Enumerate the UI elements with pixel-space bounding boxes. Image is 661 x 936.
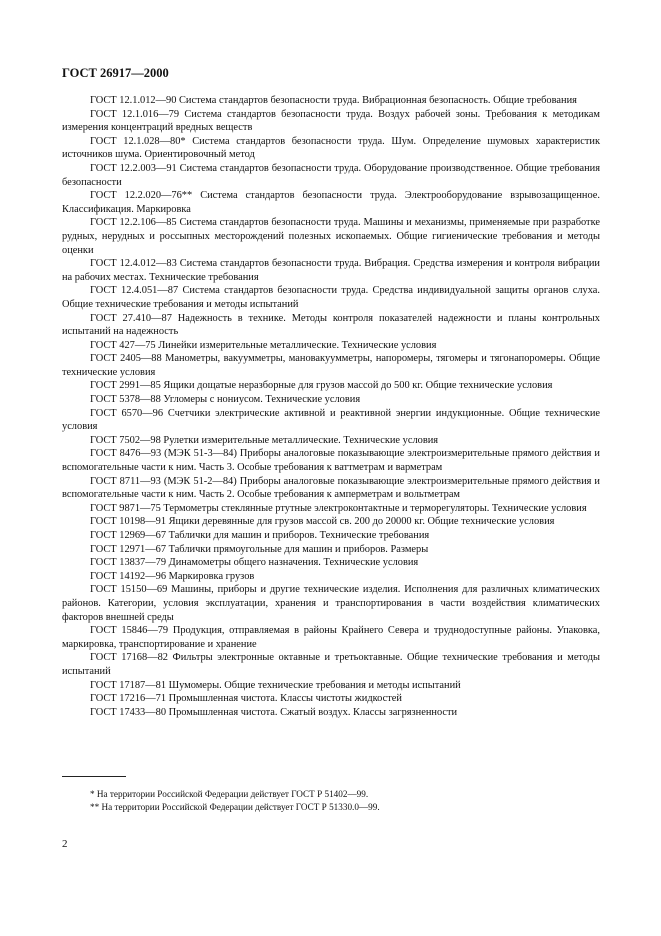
reference-item: ГОСТ 12.1.012—90 Система стандартов безопасности труда. Вибрационная безопасность. Общие требования: [90, 95, 577, 106]
reference-item: ГОСТ 12.2.106—85 Система стандартов безопасности труда. Машины и механизмы, применяемые при разработке рудных, нерудных и россыпных месторождений полезных ископаемых. Общие гигиенические требования и методы оценки: [62, 217, 600, 256]
reference-item: ГОСТ 17168—82 Фильтры электронные октавные и третьоктавные. Общие технические требования и методы испытаний: [62, 652, 600, 677]
reference-item: ГОСТ 17187—81 Шумомеры. Общие технические требования и методы испытаний: [90, 679, 461, 691]
reference-item: ГОСТ 2991—85 Ящики дощатые неразборные для грузов массой до 500 кг. Общие технические условия: [90, 380, 553, 392]
reference-item: ГОСТ 12.2.020—76** Система стандартов безопасности труда. Электрооборудование взрывозащищенное. Классификация. Маркировка: [62, 190, 600, 215]
reference-item: ГОСТ 9871—75 Термометры стеклянные ртутные электроконтактные и терморегуляторы. Технические условия: [90, 502, 587, 514]
reference-item: ГОСТ 6570—96 Счетчики электрические активной и реактивной энергии индукционные. Общие технические условия: [62, 407, 600, 433]
reference-item: ГОСТ 17216—71 Промышленная чистота. Классы чистоты жидкостей: [90, 693, 402, 705]
reference-item: ГОСТ 12.1.016—79 Система стандартов безопасности труда. Воздух рабочей зоны. Требования к методикам измерения концентраций вредных веществ: [62, 108, 600, 134]
page-number: 2: [62, 838, 68, 850]
document-header: ГОСТ 26917—2000: [62, 66, 169, 80]
reference-item: ГОСТ 2405—88 Манометры, вакуумметры, мановакуумметры, напоромеры, тягомеры и тягонапоромеры. Общие технические условия: [62, 353, 600, 378]
reference-item: ГОСТ 7502—98 Рулетки измерительные металлические. Технические условия: [90, 434, 439, 446]
reference-item: ГОСТ 8476—93 (МЭК 51-3—84) Приборы аналоговые показывающие электроизмерительные прямого действия и вспомогательные части к ним. Часть 3. Особые требования к ваттметрам и варметрам: [62, 448, 600, 474]
reference-list: [62, 94, 600, 719]
reference-item: ГОСТ 12.1.028—80* Система стандартов безопасности труда. Шум. Определение шумовых характеристик источников шума. Ориентировочный метод: [62, 135, 600, 161]
reference-item: ГОСТ 12969—67 Таблички для машин и приборов. Технические требования: [90, 530, 430, 541]
reference-item: ГОСТ 12.2.003—91 Система стандартов безопасности труда. Оборудование производственное. Общие требования безопасности: [62, 162, 600, 188]
footnote: * На территории Российской Федерации действует ГОСТ Р 51402—99.: [90, 789, 369, 799]
footnote: ** На территории Российской Федерации действует ГОСТ Р 51330.0—99.: [90, 801, 380, 812]
reference-item: ГОСТ 27.410—87 Надежность в технике. Методы контроля показателей надежности и планы контрольных испытаний на надежность: [62, 312, 600, 338]
reference-item: ГОСТ 12.4.051—87 Система стандартов безопасности труда. Средства индивидуальной защиты органов слуха. Общие технические требования и методы испытаний: [62, 285, 600, 310]
reference-item: ГОСТ 14192—96 Маркировка грузов: [90, 570, 255, 582]
reference-item: ГОСТ 8711—93 (МЭК 51-2—84) Приборы аналоговые показывающие электроизмерительные прямого действия и вспомогательные части к ним. Часть 2. Особые требования к амперметрам и вольтметрам: [62, 475, 600, 501]
reference-item: ГОСТ 10198—91 Ящики деревянные для грузов массой св. 200 до 20000 кг. Общие технические условия: [90, 516, 555, 528]
reference-item: ГОСТ 12971—67 Таблички прямоугольные для машин и приборов. Размеры: [90, 543, 429, 555]
reference-item: ГОСТ 12.4.012—83 Система стандартов безопасности труда. Вибрация. Средства измерения и контроля вибрации на рабочих местах. Технические требования: [62, 258, 600, 283]
reference-item: ГОСТ 15846—79 Продукция, отправляемая в районы Крайнего Севера и труднодоступные районы. Упаковка, маркировка, транспортирование и хранение: [62, 625, 600, 650]
footnote-divider: [62, 776, 126, 777]
reference-item: ГОСТ 13837—79 Динамометры общего назначения. Технические условия: [90, 557, 419, 569]
footnotes: [62, 788, 600, 813]
reference-item: ГОСТ 15150—69 Машины, приборы и другие технические изделия. Исполнения для различных климатических районов. Категории, условия эксплуатации, хранения и транспортирования в части воздействия климатических факторов внешней среды: [62, 584, 600, 623]
reference-item: ГОСТ 17433—80 Промышленная чистота. Сжатый воздух. Классы загрязненности: [90, 706, 458, 718]
reference-item: ГОСТ 5378—88 Угломеры с нониусом. Технические условия: [90, 394, 361, 406]
reference-item: ГОСТ 427—75 Линейки измерительные металлические. Технические условия: [90, 339, 437, 351]
